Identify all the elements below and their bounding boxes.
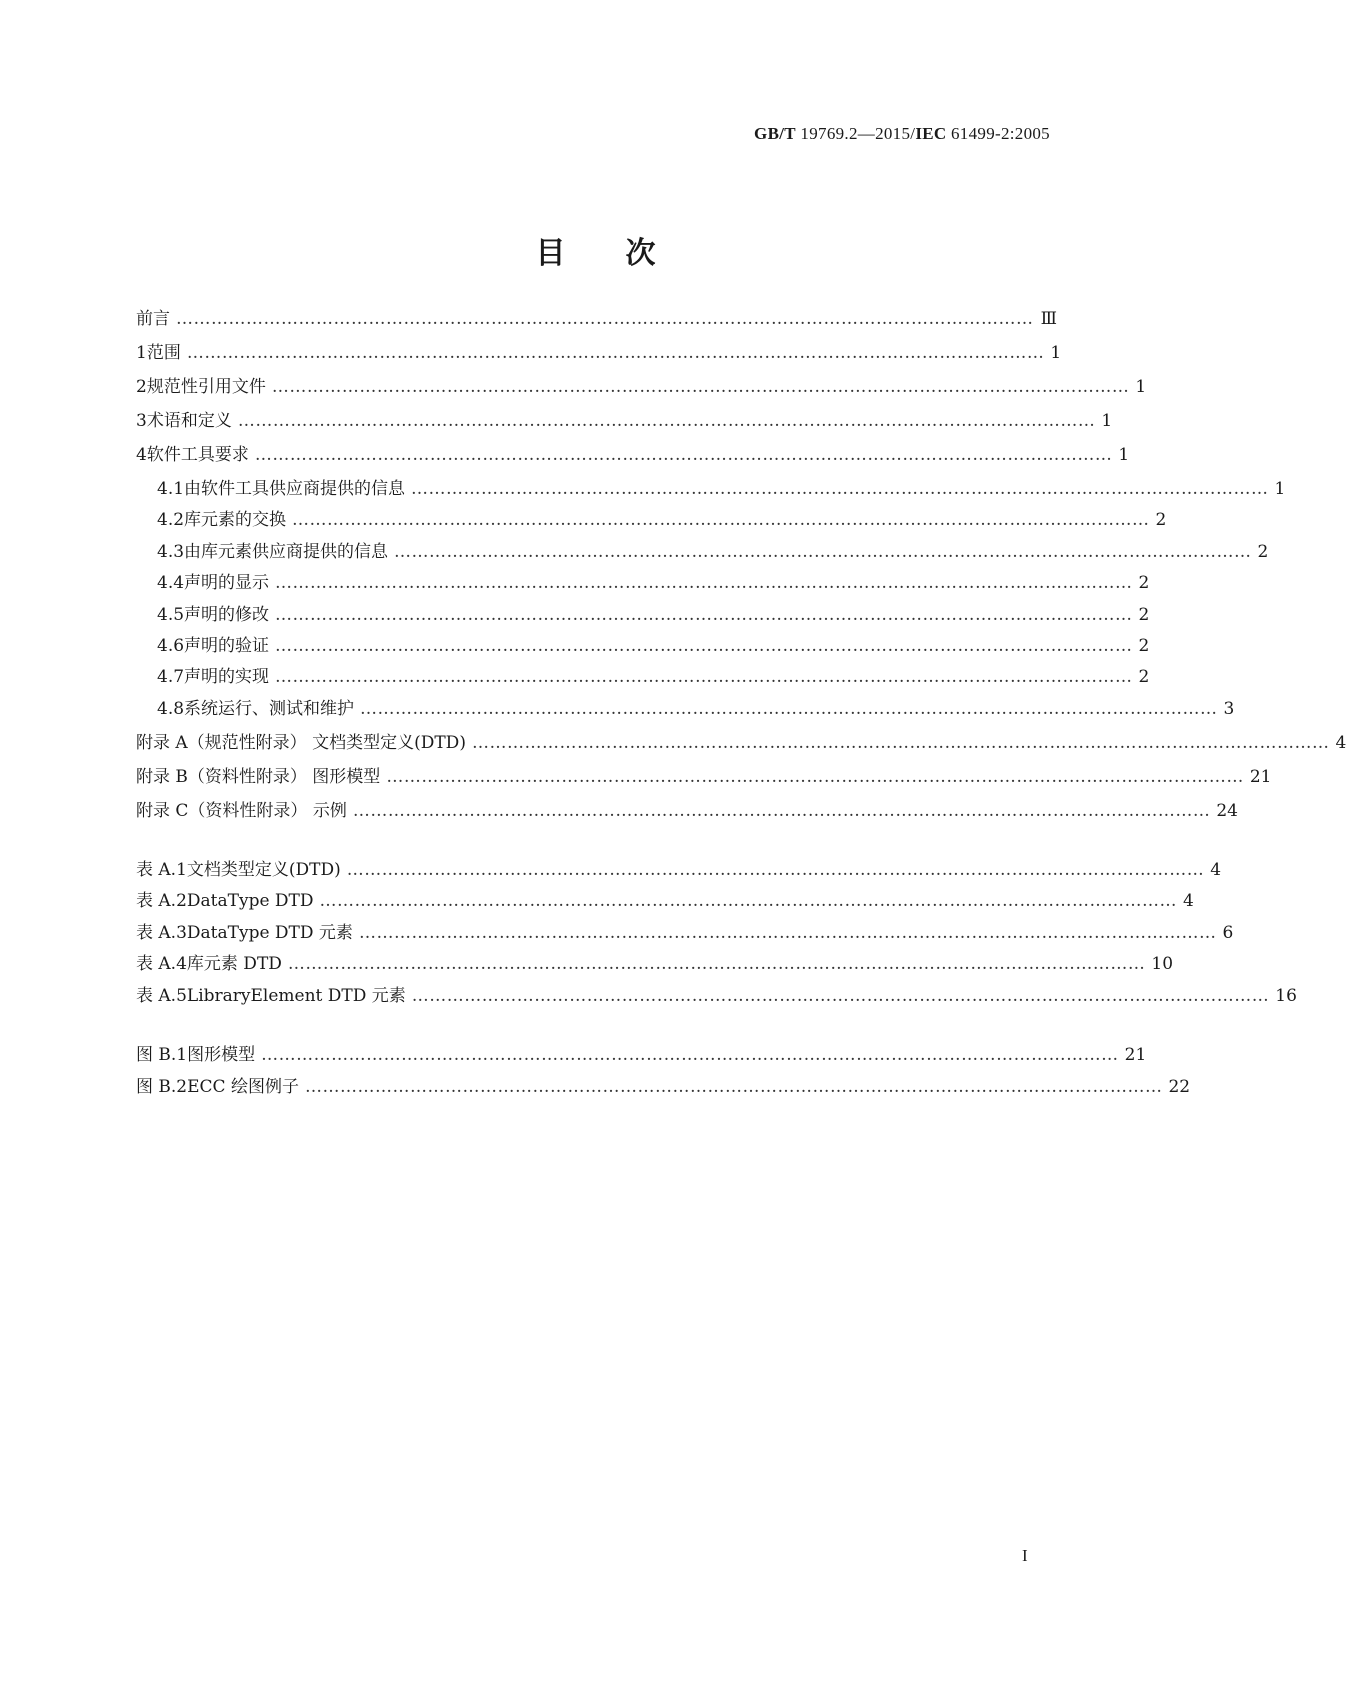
toc-entry-label: 图形模型 [187,1045,256,1065]
dot-leader: ………………………………………………………………………………………………………………………………… [275,605,1133,625]
dot-leader: ………………………………………………………………………………………………………………………………… [271,377,1130,397]
toc-entry-label: 规范性引用文件 [146,377,266,397]
toc-entry-page: 2 [1138,636,1150,656]
toc-entry-annex-c[interactable] [136,799,1238,823]
dot-leader: ………………………………………………………………………………………………………………………………… [394,542,1252,562]
dot-leader: ………………………………………………………………………………………………………………………………… [319,891,1178,911]
dot-leader: ………………………………………………………………………………………………………………………………… [352,801,1211,821]
dot-leader: ………………………………………………………………………………………………………………………………… [360,699,1218,719]
toc-entry-page: 1 [1274,479,1286,499]
toc-entry-number: 4.5 [157,605,185,625]
toc-entry-number: 4.4 [157,573,185,593]
toc-entry-page: 10 [1151,954,1174,974]
toc-entry-label: 库元素 DTD [186,954,282,974]
toc-entry-page: 4 [1210,860,1222,880]
dot-leader: ………………………………………………………………………………………………………………………………… [292,510,1150,530]
toc-entry-label: 附录 A（规范性附录） 文档类型定义(DTD) [136,733,466,753]
dot-leader: ………………………………………………………………………………………………………………………………… [237,411,1096,431]
toc-entry-foreword[interactable] [136,307,1057,331]
toc-entry-number: 4 [136,445,147,465]
toc-entry-1[interactable] [136,341,1062,365]
toc-entry-4[interactable] [136,443,1130,467]
toc-entry-page: 1 [1101,411,1113,431]
toc-entry-number: 4.2 [157,510,185,530]
toc-entry-4-7[interactable] [157,665,1150,689]
toc-entry-page: 1 [1050,343,1062,363]
dot-leader: ………………………………………………………………………………………………………………………………… [254,445,1113,465]
toc-entry-number: 4.8 [157,699,185,719]
toc-entry-page: 1 [1135,377,1147,397]
toc-table-a2[interactable] [136,889,1194,913]
toc-entry-number: 1 [136,343,147,363]
toc-entry-label: 附录 C（资料性附录） 示例 [136,801,347,821]
toc-entry-4-2[interactable] [157,508,1167,532]
toc-entry-label: LibraryElement DTD 元素 [186,986,406,1006]
toc-entry-number: 2 [136,377,147,397]
dot-leader: ………………………………………………………………………………………………………………………………… [287,954,1146,974]
toc-table-a1[interactable] [136,858,1222,882]
toc-entry-page: 2 [1257,542,1269,562]
toc-entry-label: 文档类型定义(DTD) [186,860,341,880]
dot-leader: ………………………………………………………………………………………………………………………………… [176,309,1034,329]
toc-entry-page: 16 [1275,986,1297,1006]
toc-entry-label: 附录 B（资料性附录） 图形模型 [136,767,381,787]
toc-entry-4-4[interactable] [157,571,1150,595]
toc-entry-label: 由库元素供应商提供的信息 [184,542,389,562]
document-code: GB/T 19769.2—2015/IEC 61499-2:2005 [754,124,1050,143]
dot-leader: ………………………………………………………………………………………………………………………………… [275,636,1133,656]
toc-entry-page: 2 [1138,573,1150,593]
dot-leader: ………………………………………………………………………………………………………………………………… [411,479,1269,499]
dot-leader: ………………………………………………………………………………………………………………………………… [471,733,1330,753]
dot-leader: ………………………………………………………………………………………………………………………………… [386,767,1244,787]
toc-entry-number: 4.1 [157,479,185,499]
toc-entry-label: 库元素的交换 [184,510,287,530]
toc-entry-page: 21 [1124,1045,1147,1065]
toc-entry-page: 3 [1223,699,1235,719]
dot-leader: ………………………………………………………………………………………………………………………………… [275,667,1133,687]
toc-entry-label: 声明的修改 [184,605,270,625]
toc-entry-page: 2 [1138,667,1150,687]
toc-entry-number: 4.6 [157,636,185,656]
toc-entry-3[interactable] [136,409,1113,433]
toc-figure-b2[interactable] [136,1075,1191,1099]
toc-entry-page: 2 [1138,605,1150,625]
toc-entry-label: 声明的实现 [184,667,270,687]
toc-entry-4-6[interactable] [157,634,1150,658]
toc-entry-number: 表 A.4 [136,954,187,974]
toc-entry-number: 图 B.2 [136,1077,188,1097]
toc-entry-label: 由软件工具供应商提供的信息 [184,479,406,499]
dot-leader: ………………………………………………………………………………………………………………………………… [304,1077,1163,1097]
toc-entry-4-3[interactable] [157,540,1269,564]
toc-table-a5[interactable] [136,984,1297,1008]
toc-entry-number: 表 A.1 [136,860,187,880]
toc-entry-label: 软件工具要求 [146,445,249,465]
toc-entry-label: DataType DTD 元素 [186,923,353,943]
toc-entry-annex-a[interactable] [136,731,1346,755]
toc-entry-page: 2 [1155,510,1167,530]
toc-table-a4[interactable] [136,952,1174,976]
toc-entry-label: 系统运行、测试和维护 [184,699,355,719]
dot-leader: ………………………………………………………………………………………………………………………………… [261,1045,1119,1065]
toc-entry-page: 22 [1168,1077,1191,1097]
toc-table-a3[interactable] [136,921,1234,945]
toc-entry-4-5[interactable] [157,603,1150,627]
toc-entry-number: 3 [136,411,147,431]
toc-entry-annex-b[interactable] [136,765,1272,789]
toc-figure-b1[interactable] [136,1043,1147,1067]
toc-entry-number: 表 A.5 [136,986,187,1006]
toc-entry-2[interactable] [136,375,1147,399]
toc-entry-number: 表 A.3 [136,923,187,943]
toc-entry-label: ECC 绘图例子 [187,1077,299,1097]
toc-entry-page: 21 [1249,767,1272,787]
page-title: 目次 [535,236,716,271]
toc-entry-page: 4 [1183,891,1194,911]
toc-entry-4-1[interactable] [157,477,1286,501]
toc-entry-page: 24 [1216,801,1238,821]
toc-entry-label: 前言 [136,309,170,329]
dot-leader: ………………………………………………………………………………………………………………………………… [186,343,1045,363]
toc-entry-page: Ⅲ [1040,309,1057,329]
dot-leader: ………………………………………………………………………………………………………………………………… [346,860,1205,880]
toc-entry-number: 4.3 [157,542,185,562]
toc-entry-number: 4.7 [157,667,185,687]
dot-leader: ………………………………………………………………………………………………………………………………… [411,986,1270,1006]
toc-entry-4-8[interactable] [157,697,1235,721]
toc-entry-page: 1 [1118,445,1130,465]
toc-entry-page: 6 [1222,923,1234,943]
toc-entry-number: 表 A.2 [136,891,187,911]
toc-entry-label: 范围 [146,343,181,363]
toc-entry-label: 声明的显示 [184,573,270,593]
toc-entry-number: 图 B.1 [136,1045,188,1065]
dot-leader: ………………………………………………………………………………………………………………………………… [358,923,1217,943]
dot-leader: ………………………………………………………………………………………………………………………………… [275,573,1133,593]
toc-entry-label: DataType DTD [186,891,314,911]
toc-entry-label: 声明的验证 [184,636,270,656]
toc-entry-page: 4 [1335,733,1346,753]
toc-entry-label: 术语和定义 [146,411,232,431]
page-number: I [1022,1546,1028,1565]
